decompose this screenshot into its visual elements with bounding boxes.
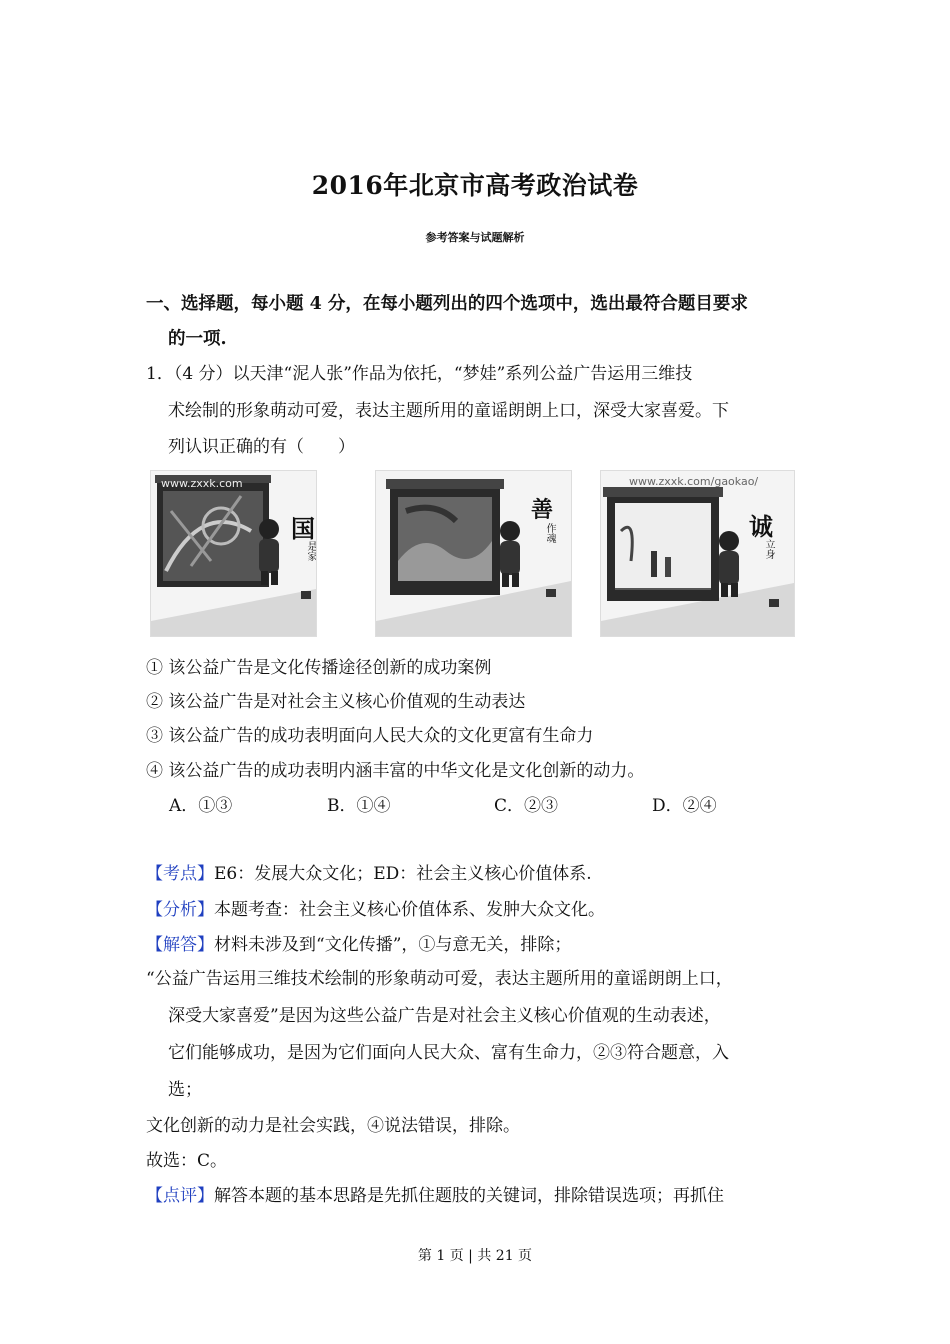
page-subtitle: 参考答案与试题解析 — [425, 231, 525, 244]
option-b: B．①④ — [327, 796, 391, 816]
watermark-3: www.zxxk.com/gaokao/ — [629, 475, 759, 488]
poster-image-3 — [600, 470, 795, 637]
statement-1: ① 该公益广告是文化传播途径创新的成功案例 — [146, 658, 492, 678]
analysis-line6: 故选：C。 — [146, 1151, 228, 1171]
jieda-row — [146, 935, 571, 955]
option-d: D．②④ — [652, 796, 717, 816]
section-heading: 一、选择题，每小题 4 分，在每小题列出的四个选项中，选出最符合题目要求 — [146, 294, 748, 314]
question-stem-line3: 列认识正确的有（ ） — [168, 437, 355, 457]
kaodian-text: E6：发展大众文化；ED：社会主义核心价值体系. — [214, 864, 592, 884]
page-footer: 第 1 页 | 共 21 页 — [417, 1248, 533, 1264]
section-heading-cont: 的一项. — [168, 329, 227, 349]
poster-sub-1: 是家 — [305, 541, 316, 561]
analysis-line4: 选； — [168, 1080, 202, 1100]
statement-2: ② 该公益广告是对社会主义核心价值观的生动表达 — [146, 692, 526, 712]
kaodian-tag: 【考点】 — [146, 864, 214, 884]
jieda-text: 材料未涉及到“文化传播”，①与意无关，排除； — [214, 935, 572, 955]
analysis-line1: “公益广告运用三维技术绘制的形象萌动可爱，表达主题所用的童谣朗朗上口， — [146, 969, 733, 989]
poster-char-2: 善 — [531, 497, 554, 523]
fenxi-row — [146, 900, 605, 920]
statement-3: ③ 该公益广告的成功表明面向人民大众的文化更富有生命力 — [146, 726, 594, 746]
fenxi-tag: 【分析】 — [146, 900, 214, 920]
poster-sub-2: 作魂 — [544, 523, 555, 543]
poster-sub-3: 立身 — [763, 539, 774, 559]
watermark-1: www.zxxk.com — [161, 477, 243, 490]
analysis-line2: 深受大家喜爱”是因为这些公益广告是对社会主义核心价值观的生动表述， — [168, 1006, 721, 1026]
poster-char-3: 诚 — [749, 512, 773, 541]
poster-figures — [150, 470, 795, 640]
poster-image-2 — [375, 470, 572, 637]
statement-4: ④ 该公益广告的成功表明内涵丰富的中华文化是文化创新的动力。 — [146, 761, 645, 781]
poster-image-1 — [150, 470, 317, 637]
dianping-tag: 【点评】 — [146, 1186, 214, 1206]
kaodian-row — [146, 864, 592, 884]
dianping-text: 解答本题的基本思路是先抓住题肢的关键词，排除错误选项；再抓住 — [214, 1186, 724, 1206]
fenxi-text: 本题考查：社会主义核心价值体系、发肿大众文化。 — [214, 900, 605, 920]
jieda-tag: 【解答】 — [146, 935, 214, 955]
option-c: C．②③ — [494, 796, 559, 816]
dianping-row — [146, 1186, 724, 1206]
option-a: A．①③ — [169, 796, 233, 816]
analysis-line3: 它们能够成功，是因为它们面向人民大众、富有生命力，②③符合题意，入 — [168, 1043, 729, 1063]
analysis-line5: 文化创新的动力是社会实践，④说法错误，排除。 — [146, 1116, 520, 1136]
poster-char-1: 国 — [291, 514, 315, 543]
question-stem-line1: 1．（4 分）以天津“泥人张”作品为依托，“梦娃”系列公益广告运用三维技 — [146, 364, 693, 384]
question-stem-line2: 术绘制的形象萌动可爱，表达主题所用的童谣朗朗上口，深受大家喜爱。下 — [168, 401, 729, 421]
page-title: 2016年北京市高考政治试卷 — [311, 171, 639, 200]
